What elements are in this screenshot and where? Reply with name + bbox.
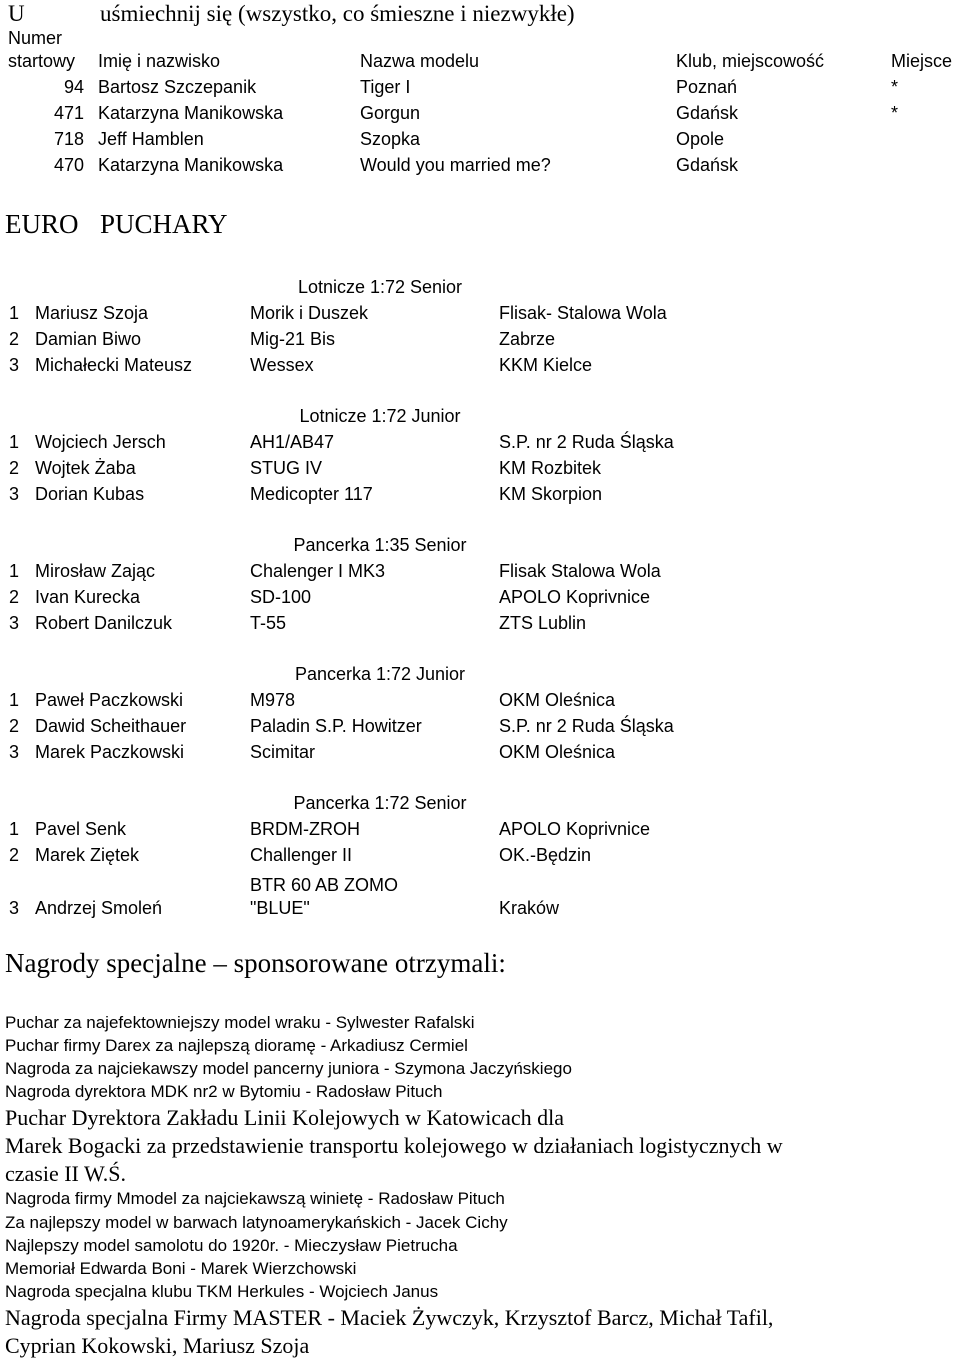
header-place: Miejsce: [891, 51, 953, 71]
start-number: 470: [53, 155, 84, 175]
model-name: STUG IV: [250, 458, 323, 478]
place-number: 3: [9, 355, 20, 375]
model-name: Medicopter 117: [250, 484, 373, 504]
place-number: 3: [9, 742, 20, 762]
award-line: Nagroda specjalna Firmy MASTER - Maciek Żywczyk, Krzysztof Barcz, Michał Tafil,: [5, 1305, 774, 1330]
place-number: 2: [9, 716, 20, 736]
club-name: OK.-Będzin: [499, 845, 592, 865]
header-name: Imię i nazwisko: [98, 51, 221, 71]
model-name: Chalenger I MK3: [250, 561, 386, 581]
header-numer: Numer: [8, 28, 63, 48]
model-name: Szopka: [360, 129, 421, 149]
award-line: Marek Bogacki za przedstawienie transportu kolejowego w działaniach logistycznych w: [5, 1133, 783, 1158]
award-line: Najlepszy model samolotu do 1920r. - Mieczysław Pietrucha: [5, 1236, 458, 1255]
participant-name: Andrzej Smoleń: [35, 898, 163, 918]
award-line: Nagroda dyrektora MDK nr2 w Bytomiu - Radosław Pituch: [5, 1082, 443, 1101]
start-number: 471: [53, 103, 84, 123]
place-number: 1: [9, 303, 20, 323]
category-title: Pancerka 1:35 Senior: [293, 535, 467, 555]
category-title: Lotnicze 1:72 Senior: [297, 277, 463, 297]
place-mark: *: [891, 77, 899, 97]
category-title: Pancerka 1:72 Senior: [293, 793, 467, 813]
section-euro: EURO: [5, 209, 79, 239]
award-line: Nagroda specjalna klubu TKM Herkules - Wojciech Janus: [5, 1282, 439, 1301]
club-name: APOLO Koprivnice: [499, 587, 651, 607]
club-name: Flisak Stalowa Wola: [499, 561, 661, 581]
model-name: Paladin S.P. Howitzer: [250, 716, 422, 736]
club-name: Gdańsk: [676, 103, 739, 123]
model-name: BRDM-ZROH: [250, 819, 360, 839]
participant-name: Wojciech Jersch: [35, 432, 166, 452]
awards-heading: Nagrody specjalne – sponsorowane otrzymali:: [5, 948, 506, 978]
club-name: Zabrze: [499, 329, 556, 349]
award-line: Nagroda za najciekawszy model pancerny juniora - Szymona Jaczyńskiego: [5, 1059, 572, 1078]
place-number: 1: [9, 690, 20, 710]
category-title: Lotnicze 1:72 Junior: [299, 406, 461, 426]
model-name: Scimitar: [250, 742, 316, 762]
participant-name: Katarzyna Manikowska: [98, 155, 284, 175]
model-name: Gorgun: [360, 103, 421, 123]
start-number: 94: [63, 77, 84, 97]
participant-name: Marek Paczkowski: [35, 742, 185, 762]
participant-name: Katarzyna Manikowska: [98, 103, 284, 123]
place-number: 3: [9, 484, 20, 504]
club-name: KM Skorpion: [499, 484, 603, 504]
model-name: Wessex: [250, 355, 314, 375]
model-name: Tiger I: [360, 77, 411, 97]
model-name: Mig-21 Bis: [250, 329, 336, 349]
award-line: Za najlepszy model w barwach latynoamerykańskich - Jacek Cichy: [5, 1213, 508, 1232]
model-name: M978: [250, 690, 296, 710]
place-number: 2: [9, 587, 20, 607]
participant-name: Dawid Scheithauer: [35, 716, 187, 736]
award-line: Puchar firmy Darex za najlepszą dioramę - Arkadiusz Cermiel: [5, 1036, 468, 1055]
model-name-continued: "BLUE": [250, 898, 310, 918]
participant-name: Paweł Paczkowski: [35, 690, 184, 710]
model-name: BTR 60 AB ZOMO: [250, 875, 399, 895]
model-name: Morik i Duszek: [250, 303, 369, 323]
participant-name: Bartosz Szczepanik: [98, 77, 257, 97]
place-number: 3: [9, 613, 20, 633]
club-name: S.P. nr 2 Ruda Śląska: [499, 432, 674, 452]
header-title: uśmiechnij się (wszystko, co śmieszne i niezwykłe): [100, 1, 575, 26]
participant-name: Robert Danilczuk: [35, 613, 173, 633]
start-number: 718: [53, 129, 84, 149]
club-name: S.P. nr 2 Ruda Śląska: [499, 716, 674, 736]
model-name: Would you married me?: [360, 155, 551, 175]
model-name: SD-100: [250, 587, 312, 607]
club-name: Gdańsk: [676, 155, 739, 175]
club-name: KKM Kielce: [499, 355, 593, 375]
club-name: KM Rozbitek: [499, 458, 602, 478]
place-number: 1: [9, 432, 20, 452]
section-puchary: PUCHARY: [100, 209, 228, 239]
header-club: Klub, miejscowość: [676, 51, 825, 71]
place-number: 1: [9, 819, 20, 839]
header-model: Nazwa modelu: [360, 51, 480, 71]
club-name: OKM Oleśnica: [499, 742, 616, 762]
award-line: Cyprian Kokowski, Mariusz Szoja: [5, 1333, 310, 1358]
award-line: Nagroda firmy Mmodel za najciekawszą winietę - Radosław Pituch: [5, 1189, 505, 1208]
club-name: Flisak- Stalowa Wola: [499, 303, 667, 323]
participant-name: Pavel Senk: [35, 819, 127, 839]
participant-name: Damian Biwo: [35, 329, 142, 349]
club-name: Poznań: [676, 77, 738, 97]
award-line: Puchar za najefektowniejszy model wraku - Sylwester Rafalski: [5, 1013, 475, 1032]
participant-name: Mariusz Szoja: [35, 303, 149, 323]
award-line: czasie II W.Ś.: [5, 1161, 126, 1186]
club-name: APOLO Koprivnice: [499, 819, 651, 839]
award-line: Puchar Dyrektora Zakładu Linii Kolejowych w Katowicach dla: [5, 1105, 564, 1130]
club-name: ZTS Lublin: [499, 613, 587, 633]
participant-name: Michałecki Mateusz: [35, 355, 193, 375]
place-number: 3: [9, 898, 20, 918]
participant-name: Ivan Kurecka: [35, 587, 141, 607]
model-name: Challenger II: [250, 845, 353, 865]
club-name: Opole: [676, 129, 725, 149]
place-number: 2: [9, 458, 20, 478]
participant-name: Dorian Kubas: [35, 484, 145, 504]
participant-name: Jeff Hamblen: [98, 129, 204, 149]
place-number: 1: [9, 561, 20, 581]
club-name: OKM Oleśnica: [499, 690, 616, 710]
award-line: Memoriał Edwarda Boni - Marek Wierzchowski: [5, 1259, 357, 1278]
club-name: Kraków: [499, 898, 560, 918]
model-name: AH1/AB47: [250, 432, 335, 452]
model-name: T-55: [250, 613, 287, 633]
category-title: Pancerka 1:72 Junior: [294, 664, 466, 684]
participant-name: Mirosław Zając: [35, 561, 156, 581]
header-letter: U: [8, 1, 25, 26]
place-number: 2: [9, 329, 20, 349]
participant-name: Marek Ziętek: [35, 845, 140, 865]
place-number: 2: [9, 845, 20, 865]
header-startowy: startowy: [8, 51, 76, 71]
place-mark: *: [891, 103, 899, 123]
participant-name: Wojtek Żaba: [35, 458, 136, 478]
